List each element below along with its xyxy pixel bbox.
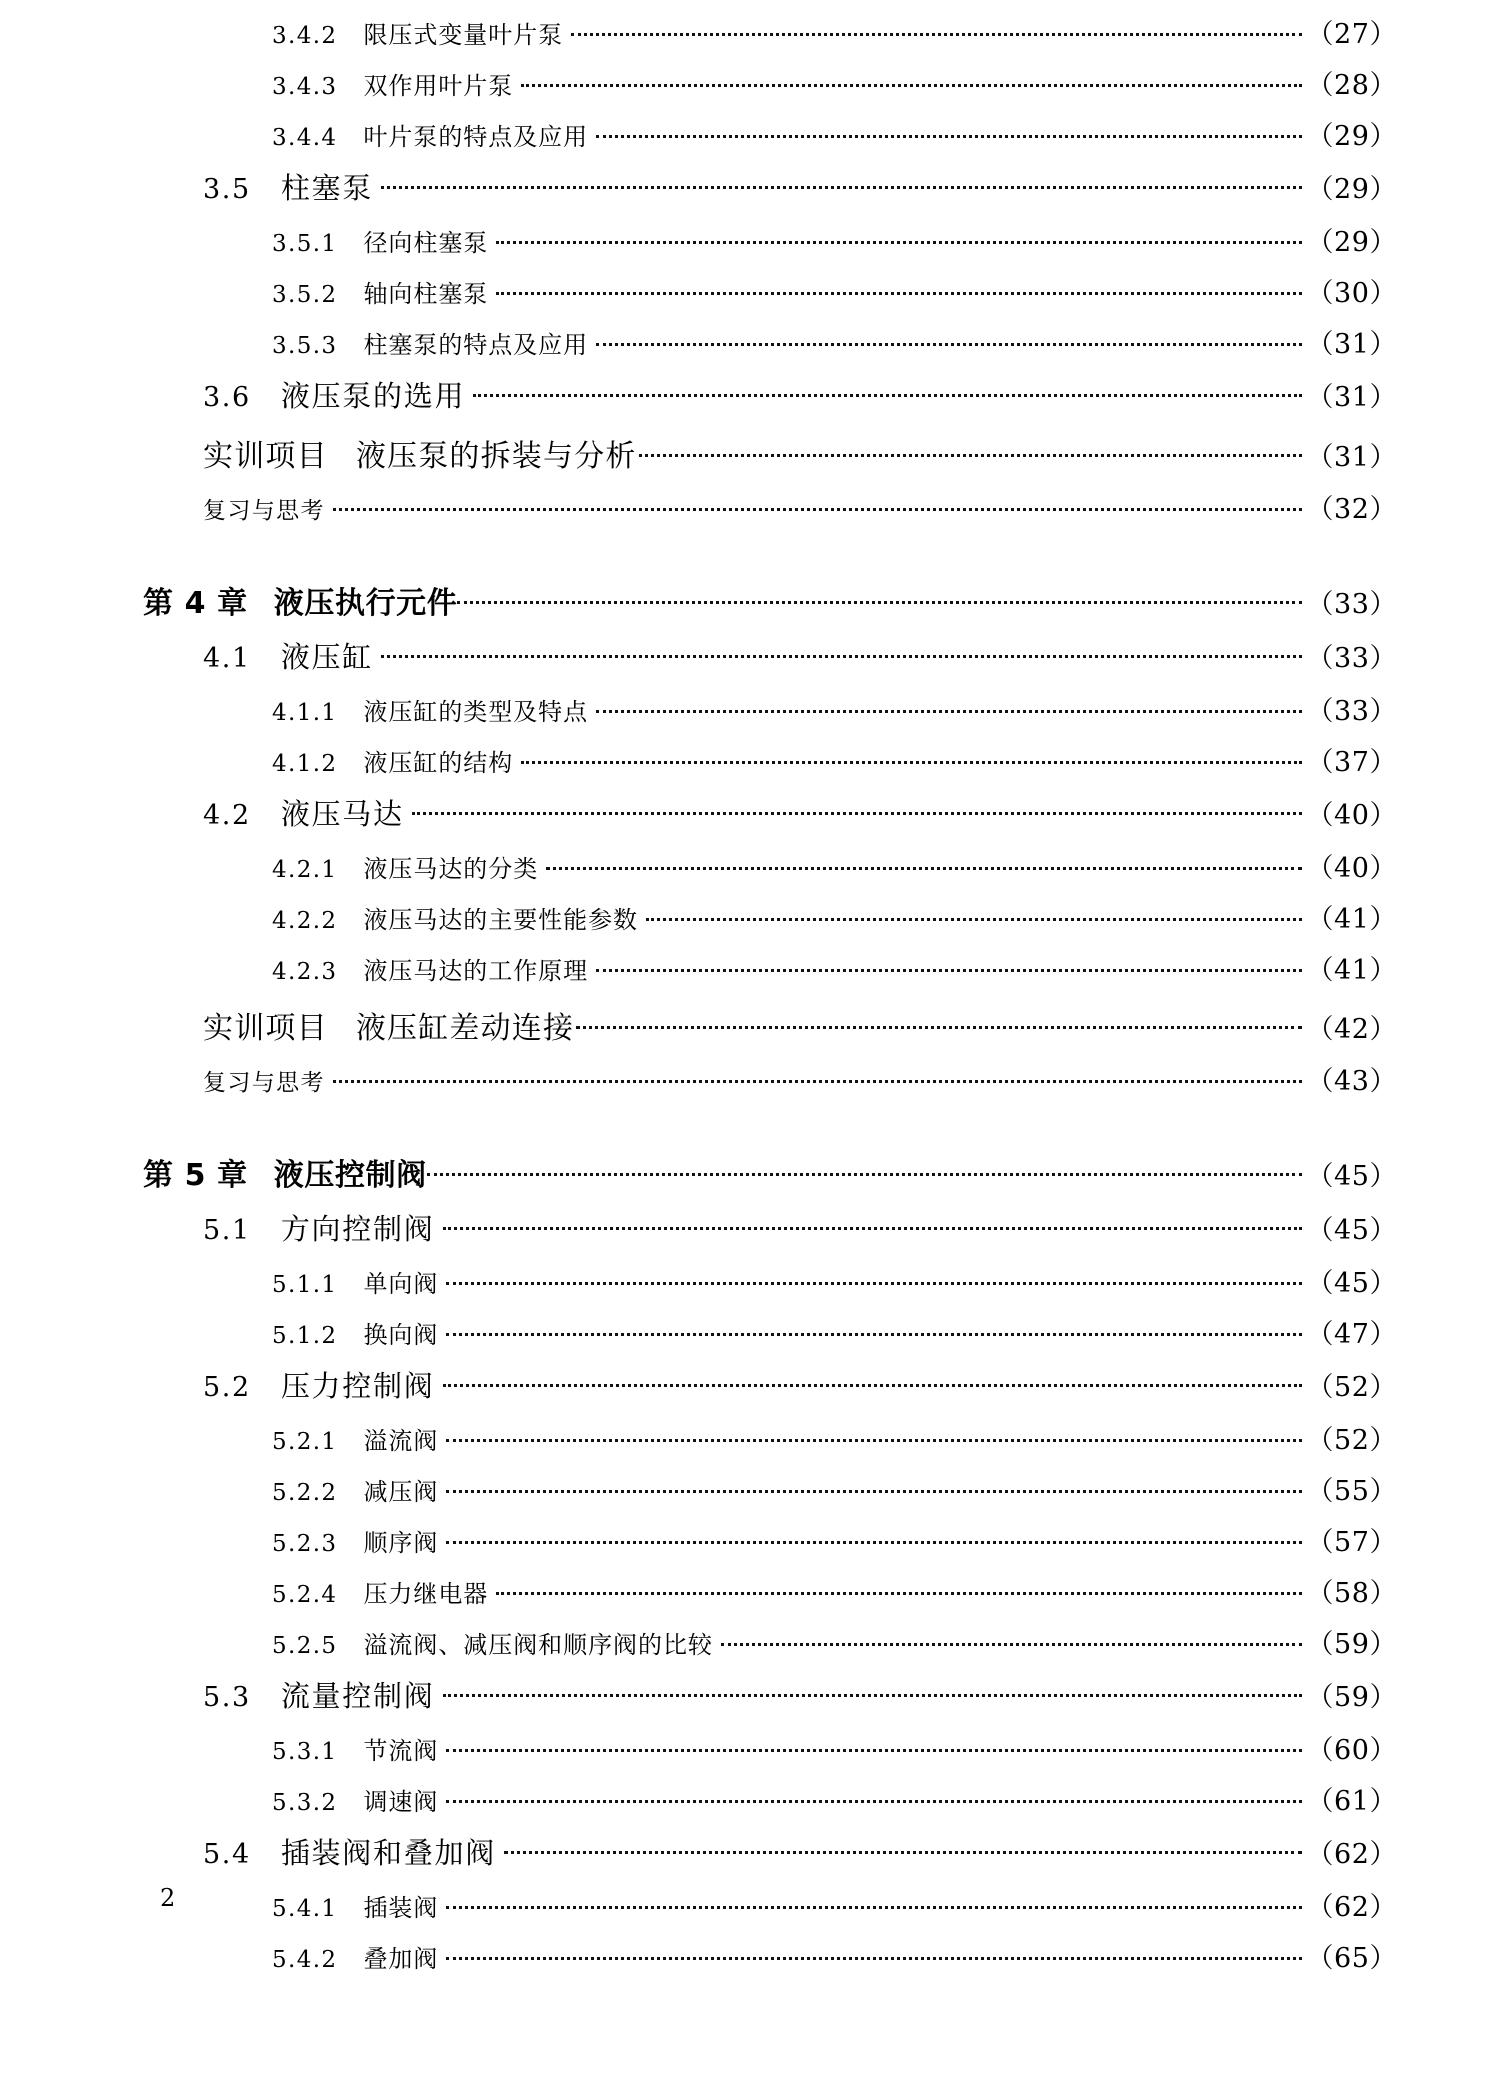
toc-entry-5.2.3[interactable]	[0, 1520, 1503, 1559]
toc-entry-title: 流量控制阀	[280, 1679, 435, 1713]
toc-entry-number: 5.3.2	[272, 1790, 338, 1816]
toc-entry-5.3.2[interactable]	[0, 1779, 1503, 1818]
toc-entry-3.6[interactable]	[0, 374, 1503, 415]
toc-entry-number: 4.2.1	[272, 857, 338, 883]
toc-entry-page: （52）	[1306, 1372, 1397, 1403]
toc-entry-page: （43）	[1306, 1066, 1397, 1097]
toc-entry-number: 5.2.5	[272, 1633, 338, 1659]
toc-entry-[interactable]	[0, 431, 1503, 475]
toc-entry-number: 5.2.3	[272, 1531, 338, 1557]
toc-entry-title: 顺序阀	[363, 1529, 439, 1557]
toc-entry-5.1.1[interactable]	[0, 1261, 1503, 1300]
dot-leader	[596, 696, 1302, 720]
toc-entry-number: 4.1.1	[272, 700, 338, 726]
dot-leader	[333, 1067, 1303, 1090]
toc-entry-title: 轴向柱塞泵	[363, 280, 489, 308]
toc-entry-page: （55）	[1306, 1476, 1397, 1507]
dot-leader	[596, 955, 1302, 979]
toc-entry-title: 液压控制阀	[273, 1158, 427, 1193]
toc-entry-5.2.5[interactable]	[0, 1622, 1503, 1661]
toc-entry-number: 5.3.1	[272, 1739, 338, 1765]
toc-entry-page: （58）	[1306, 1578, 1397, 1609]
dot-leader	[443, 1677, 1303, 1706]
page-number-folio: 2	[160, 1884, 176, 1912]
toc-entry-page: （62）	[1306, 1892, 1397, 1923]
toc-entry-title: 柱塞泵	[280, 171, 374, 205]
toc-entry-page: （47）	[1306, 1319, 1397, 1350]
toc-entry-title: 液压泵的拆装与分析	[355, 439, 637, 474]
toc-entry-page: （31）	[1306, 382, 1397, 413]
toc-entry-title: 调速阀	[363, 1788, 439, 1816]
toc-entry-page: （52）	[1306, 1425, 1397, 1456]
toc-entry-page: （31）	[1306, 442, 1397, 473]
toc-entry-number: 3.4.3	[272, 74, 338, 100]
toc-entry-page: （30）	[1306, 278, 1397, 309]
toc-entry-page: （57）	[1306, 1527, 1397, 1558]
dot-leader	[446, 1425, 1302, 1449]
toc-entry-number: 3.5.2	[272, 282, 338, 308]
toc-entry-number: 第 5 章	[143, 1158, 248, 1193]
toc-entry-title: 减压阀	[363, 1478, 439, 1506]
toc-entry-3.4.3[interactable]	[0, 63, 1503, 102]
toc-entry-title: 压力控制阀	[280, 1369, 435, 1403]
toc-entry-4.1.1[interactable]	[0, 689, 1503, 728]
toc-entry-title: 液压缸差动连接	[355, 1011, 575, 1046]
toc-entry-number: 4.1	[203, 643, 251, 674]
toc-entry-title: 插装阀	[363, 1894, 439, 1922]
toc-entry-page: （29）	[1306, 121, 1397, 152]
toc-entry-page: （33）	[1306, 696, 1397, 727]
toc-entry-page: （32）	[1306, 494, 1397, 525]
toc-entry-title: 液压缸	[280, 640, 374, 674]
dot-leader	[521, 70, 1302, 94]
toc-entry-title: 换向阀	[363, 1321, 439, 1349]
toc-entry-number: 5.4	[203, 1839, 251, 1870]
toc-entry-5.4[interactable]	[0, 1831, 1503, 1872]
toc-entry-4[interactable]	[0, 578, 1503, 622]
toc-entry-page: （33）	[1306, 589, 1397, 620]
toc-entry-number: 5.2.2	[272, 1480, 338, 1506]
toc-entry-number: 复习与思考	[203, 498, 325, 524]
toc-entry-title: 液压执行元件	[273, 586, 458, 621]
toc-entry-3.5.3[interactable]	[0, 322, 1503, 361]
toc-entry-title: 液压马达的分类	[363, 855, 539, 883]
dot-leader	[596, 329, 1302, 353]
dot-leader	[446, 1786, 1302, 1810]
toc-entry-title: 插装阀和叠加阀	[280, 1836, 496, 1870]
dot-leader	[721, 1629, 1303, 1653]
toc-entry-title: 双作用叶片泵	[363, 72, 514, 100]
toc-entry-page: （41）	[1306, 904, 1397, 935]
toc-entry-title: 液压马达的主要性能参数	[363, 906, 638, 934]
dot-leader	[333, 495, 1303, 518]
toc-entry-number: 5.3	[203, 1682, 251, 1713]
toc-entry-number: 3.5.1	[272, 231, 338, 257]
toc-entry-5.2.1[interactable]	[0, 1418, 1503, 1457]
toc-entry-5.1[interactable]	[0, 1207, 1503, 1248]
toc-entry-[interactable]	[0, 487, 1503, 526]
toc-entry-page: （60）	[1306, 1735, 1397, 1766]
toc-entry-4.1.2[interactable]	[0, 740, 1503, 779]
dot-leader	[446, 1735, 1302, 1759]
dot-leader	[446, 1319, 1302, 1343]
toc-entry-number: 复习与思考	[203, 1070, 325, 1096]
toc-entry-3.4.2[interactable]	[0, 12, 1503, 51]
dot-leader	[521, 747, 1302, 771]
toc-entry-number: 5.1.1	[272, 1272, 338, 1298]
toc-entry-page: （28）	[1306, 70, 1397, 101]
toc-entry-number: 5.4.1	[272, 1896, 338, 1922]
toc-entry-3.5.1[interactable]	[0, 220, 1503, 259]
toc-entry-title: 液压缸的类型及特点	[363, 698, 589, 726]
toc-entry-number: 5.1	[203, 1215, 251, 1246]
dot-leader	[546, 853, 1302, 877]
toc-entry-4.2[interactable]	[0, 792, 1503, 833]
toc-entry-5.4.2[interactable]	[0, 1936, 1503, 1975]
toc-entry-page: （27）	[1306, 19, 1397, 50]
toc-entry-page: （59）	[1306, 1629, 1397, 1660]
toc-entry-title: 节流阀	[363, 1737, 439, 1765]
toc-entry-page: （40）	[1306, 800, 1397, 831]
toc-entry-3.4.4[interactable]	[0, 114, 1503, 153]
toc-entry-number: 3.5	[203, 174, 251, 205]
toc-entry-number: 5.2	[203, 1372, 251, 1403]
dot-leader	[496, 227, 1302, 251]
dot-leader	[596, 121, 1302, 145]
toc-entry-page: （62）	[1306, 1839, 1397, 1870]
toc-entry-page: （40）	[1306, 853, 1397, 884]
toc-entry-[interactable]	[0, 1059, 1503, 1098]
dot-leader	[457, 583, 1302, 613]
toc-entry-page: （45）	[1306, 1161, 1397, 1192]
toc-entry-number: 3.5.3	[272, 333, 338, 359]
toc-entry-5.3[interactable]	[0, 1674, 1503, 1715]
toc-entry-number: 4.1.2	[272, 751, 338, 777]
toc-entry-title: 单向阀	[363, 1270, 439, 1298]
toc-entry-title: 叠加阀	[363, 1945, 439, 1973]
toc-entry-page: （45）	[1306, 1268, 1397, 1299]
toc-entry-number: 第 4 章	[143, 586, 248, 621]
toc-entry-4.1[interactable]	[0, 635, 1503, 676]
toc-entry-title: 溢流阀、减压阀和顺序阀的比较	[363, 1631, 713, 1659]
toc-entry-number: 3.4.2	[272, 23, 338, 49]
toc-entry-number: 4.2.3	[272, 959, 338, 985]
toc-entry-title: 液压泵的选用	[280, 379, 466, 413]
toc-entry-title: 溢流阀	[363, 1427, 439, 1455]
toc-entry-number: 5.2.1	[272, 1429, 338, 1455]
toc-entry-5.2.4[interactable]	[0, 1571, 1503, 1610]
toc-entry-page: （31）	[1306, 329, 1397, 360]
toc-entry-title: 限压式变量叶片泵	[363, 21, 564, 49]
toc-entry-page: （45）	[1306, 1215, 1397, 1246]
toc-entry-title: 径向柱塞泵	[363, 229, 489, 257]
dot-leader	[646, 904, 1302, 928]
toc-entry-number: 3.6	[203, 382, 251, 413]
dot-leader	[496, 1578, 1302, 1602]
toc-entry-page: （65）	[1306, 1943, 1397, 1974]
toc-entry-page: （59）	[1306, 1682, 1397, 1713]
toc-entry-[interactable]	[0, 1003, 1503, 1047]
toc-entry-page: （61）	[1306, 1786, 1397, 1817]
toc-entry-page: （33）	[1306, 643, 1397, 674]
toc-entry-4.2.2[interactable]	[0, 897, 1503, 936]
dot-leader	[381, 169, 1302, 198]
toc-entry-title: 柱塞泵的特点及应用	[363, 331, 589, 359]
toc-entry-number: 4.2	[203, 800, 251, 831]
toc-entry-number: 5.4.2	[272, 1947, 338, 1973]
toc-entry-page: （41）	[1306, 955, 1397, 986]
dot-leader	[412, 795, 1303, 824]
toc-entry-page: （37）	[1306, 747, 1397, 778]
dot-leader	[443, 1210, 1303, 1239]
toc-entry-5.4.1[interactable]	[0, 1885, 1503, 1924]
toc-entry-page: （29）	[1306, 227, 1397, 258]
dot-leader	[504, 1834, 1302, 1863]
toc-entry-title: 液压马达的工作原理	[363, 957, 589, 985]
toc-entry-3.5.2[interactable]	[0, 271, 1503, 310]
toc-entry-title: 叶片泵的特点及应用	[363, 123, 589, 151]
toc-entry-5[interactable]	[0, 1150, 1503, 1194]
dot-leader	[473, 377, 1302, 406]
toc-entry-5.1.2[interactable]	[0, 1312, 1503, 1351]
toc-entry-title: 液压马达	[280, 797, 404, 831]
dot-leader	[446, 1943, 1302, 1967]
dot-leader	[381, 638, 1302, 667]
toc-entry-5.2.2[interactable]	[0, 1469, 1503, 1508]
toc-entry-page: （42）	[1306, 1014, 1397, 1045]
dot-leader	[446, 1892, 1302, 1916]
toc-entry-number: 3.4.4	[272, 125, 338, 151]
dot-leader	[427, 1155, 1303, 1185]
dot-leader	[446, 1527, 1302, 1551]
toc-entry-4.2.1[interactable]	[0, 846, 1503, 885]
dot-leader	[443, 1367, 1303, 1396]
toc-entry-4.2.3[interactable]	[0, 948, 1503, 987]
toc-entry-3.5[interactable]	[0, 166, 1503, 207]
toc-entry-number: 5.2.4	[272, 1582, 338, 1608]
toc-entry-5.2[interactable]	[0, 1364, 1503, 1405]
dot-leader	[639, 436, 1303, 466]
dot-leader	[576, 1008, 1302, 1038]
dot-leader	[496, 278, 1302, 302]
dot-leader	[571, 19, 1302, 43]
toc-entry-number: 实训项目	[203, 439, 328, 474]
toc-entry-number: 4.2.2	[272, 908, 338, 934]
toc-entry-number: 实训项目	[203, 1011, 328, 1046]
dot-leader	[446, 1476, 1302, 1500]
toc-entry-number: 5.1.2	[272, 1323, 338, 1349]
toc-entry-page: （29）	[1306, 174, 1397, 205]
toc-entry-title: 压力继电器	[363, 1580, 489, 1608]
toc-entry-title: 液压缸的结构	[363, 749, 514, 777]
toc-entry-5.3.1[interactable]	[0, 1728, 1503, 1767]
dot-leader	[446, 1268, 1302, 1292]
toc-entry-title: 方向控制阀	[280, 1212, 435, 1246]
